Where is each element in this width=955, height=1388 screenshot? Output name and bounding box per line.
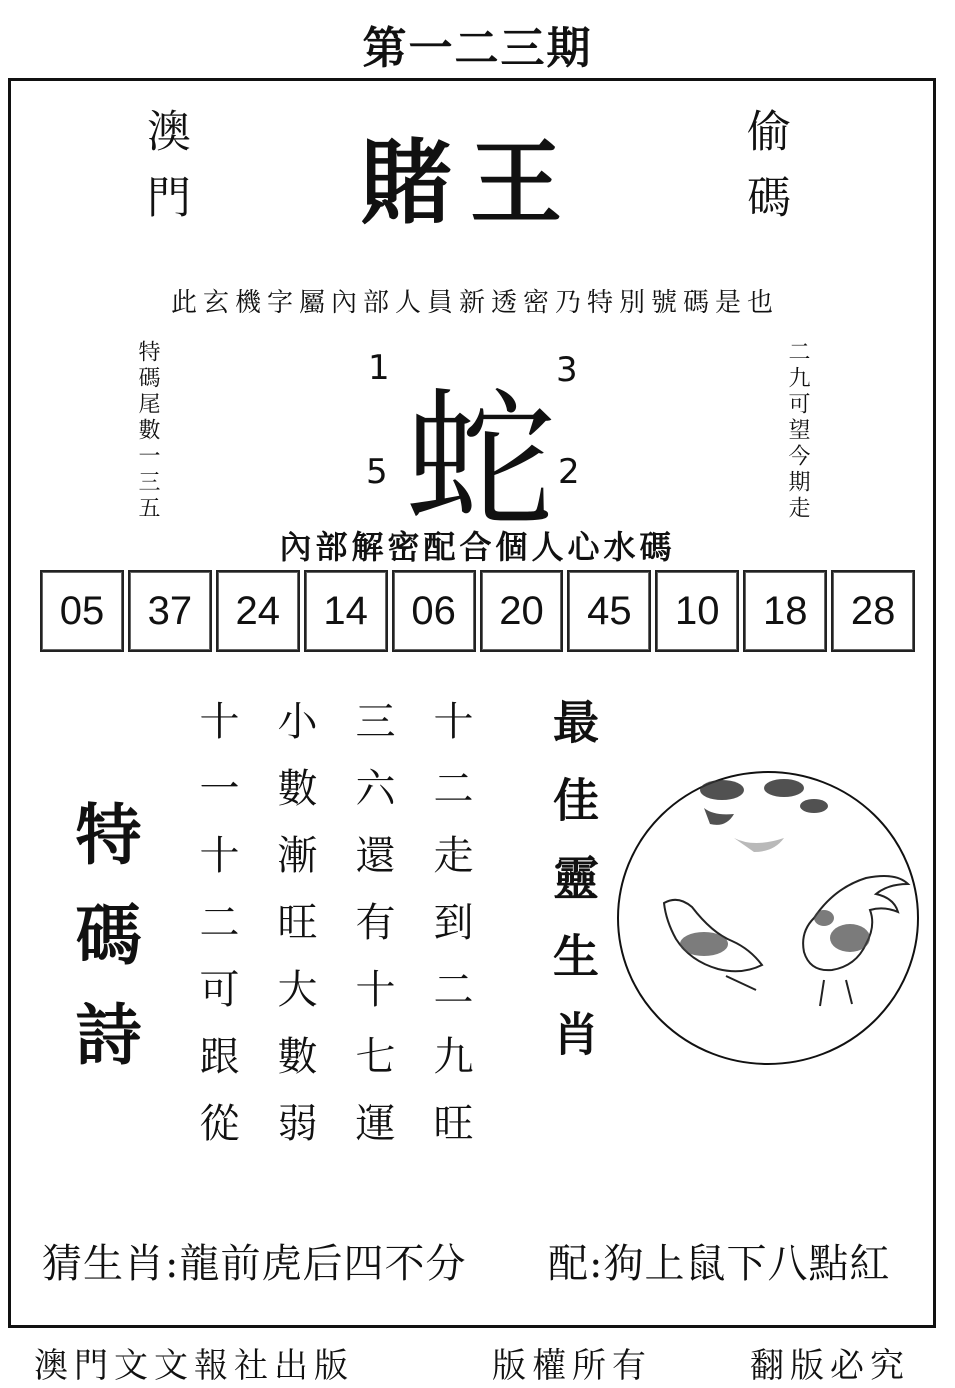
digit-bottom-right: 2	[558, 452, 580, 492]
guess-zodiac-line: 猜生肖:龍前虎后四不分	[42, 1241, 467, 1287]
internal-line: 內部解密配合個人心水碼	[279, 528, 676, 566]
digit-top-left: 1	[368, 348, 390, 388]
sub-line: 此玄機字屬內部人員新透密乃特別號碼是也	[170, 288, 779, 318]
number-box: 05	[40, 570, 124, 652]
number-box: 20	[480, 570, 564, 652]
number-box: 45	[567, 570, 651, 652]
rooster-illustration	[614, 768, 922, 1068]
footer-publisher: 澳門文文報社出版	[34, 1346, 354, 1386]
number-box: 18	[743, 570, 827, 652]
number-box: 37	[128, 570, 212, 652]
best-zodiac-label: 最佳靈生肖	[546, 698, 600, 1088]
footer-rights: 版權所有	[492, 1346, 652, 1386]
right-note: 二九可望今期走	[785, 340, 810, 522]
number-box: 24	[216, 570, 300, 652]
digit-top-right: 3	[556, 350, 578, 390]
footer-warning: 翻版必究	[750, 1346, 910, 1386]
number-box: 14	[304, 570, 388, 652]
poem-column: 三六還有十七運	[349, 700, 395, 1169]
center-character: 蛇	[404, 375, 555, 549]
digit-bottom-left: 5	[366, 452, 388, 492]
poem-label: 特碼詩	[64, 800, 142, 1100]
number-box: 10	[655, 570, 739, 652]
number-box: 06	[392, 570, 476, 652]
left-note: 特碼尾數一三五	[135, 340, 160, 522]
poem	[193, 700, 473, 1170]
issue-title: 第一二三期	[362, 23, 593, 74]
poem-column: 十二走到二九旺	[427, 700, 473, 1169]
number-box: 28	[831, 570, 915, 652]
number-row	[40, 570, 915, 652]
main-title: 賭王	[359, 130, 580, 237]
pair-line: 配:狗上鼠下八點紅	[548, 1241, 891, 1287]
poem-column: 十一十二可跟從	[193, 700, 239, 1169]
left-corner-text: 澳門	[139, 108, 190, 240]
poem-column: 小數漸旺大數弱	[271, 700, 317, 1169]
right-corner-text: 偷碼	[739, 108, 790, 240]
